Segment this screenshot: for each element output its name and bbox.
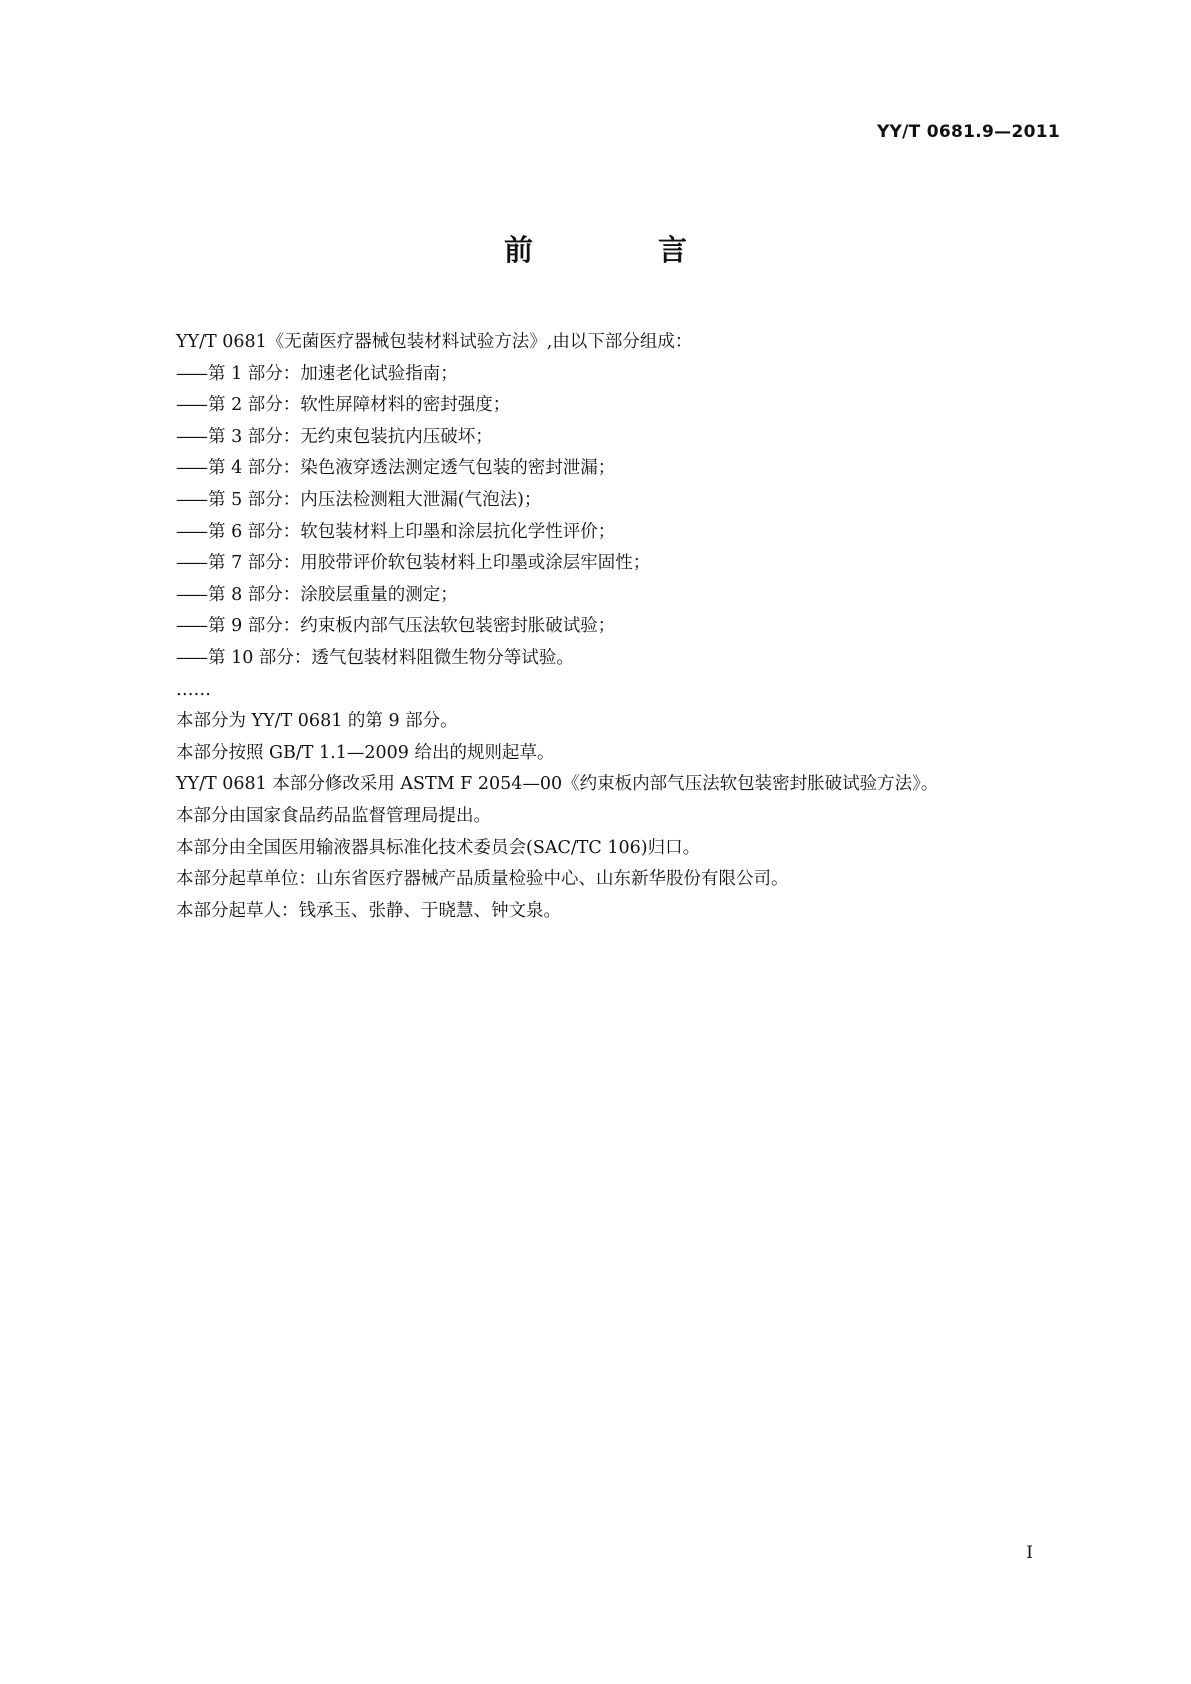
parts-list (176, 359, 1076, 675)
list-item: —— 第 2 部分：软性屏障材料的密封强度； (176, 395, 511, 416)
statement-committee: 本部分由全国医用输液器具标准化技术委员会(SAC/TC 106)归口。 (176, 837, 701, 858)
list-item: —— 第 3 部分：无约束包装抗内压破坏； (176, 426, 493, 447)
list-item: —— 第 4 部分：染色液穿透法测定透气包装的密封泄漏； (176, 458, 616, 479)
list-item: —— 第 9 部分：约束板内部气压法软包装密封胀破试验； (176, 616, 616, 637)
document-code: YY/T 0681.9—2011 (876, 122, 1060, 142)
list-item: —— 第 7 部分：用胶带评价软包装材料上印墨或涂层牢固性； (176, 553, 651, 574)
list-item: —— 第 6 部分：软包装材料上印墨和涂层抗化学性评价； (176, 521, 616, 542)
statement-part-number: 本部分为 YY/T 0681 的第 9 部分。 (176, 711, 458, 732)
page-title: 前 言 (503, 233, 735, 267)
list-item: —— 第 10 部分：透气包装材料阻微生物分等试验。 (176, 647, 574, 668)
statement-drafters: 本部分起草人：钱承玉、张静、于晓慧、钟文泉。 (176, 900, 561, 921)
list-item: —— 第 1 部分：加速老化试验指南； (176, 363, 458, 384)
list-item: —— 第 5 部分：内压法检测粗大泄漏(气泡法)； (176, 489, 542, 510)
page-number: I (1026, 1543, 1033, 1563)
statement-adoption: YY/T 0681 本部分修改采用 ASTM F 2054—00《约束板内部气压法软包装密封胀破试验方法》。 (176, 774, 939, 795)
ellipsis: …… (176, 679, 211, 700)
foreword-body (176, 327, 1076, 927)
list-item: —— 第 8 部分：涂胶层重量的测定； (176, 584, 458, 605)
intro-paragraph: YY/T 0681《无菌医疗器械包装材料试验方法》,由以下部分组成： (176, 332, 693, 352)
statement-drafting-rules: 本部分按照 GB/T 1.1—2009 给出的规则起草。 (176, 742, 555, 763)
statement-drafting-units: 本部分起草单位：山东省医疗器械产品质量检验中心、山东新华股份有限公司。 (176, 869, 789, 890)
statement-proposer: 本部分由国家食品药品监督管理局提出。 (176, 805, 491, 826)
